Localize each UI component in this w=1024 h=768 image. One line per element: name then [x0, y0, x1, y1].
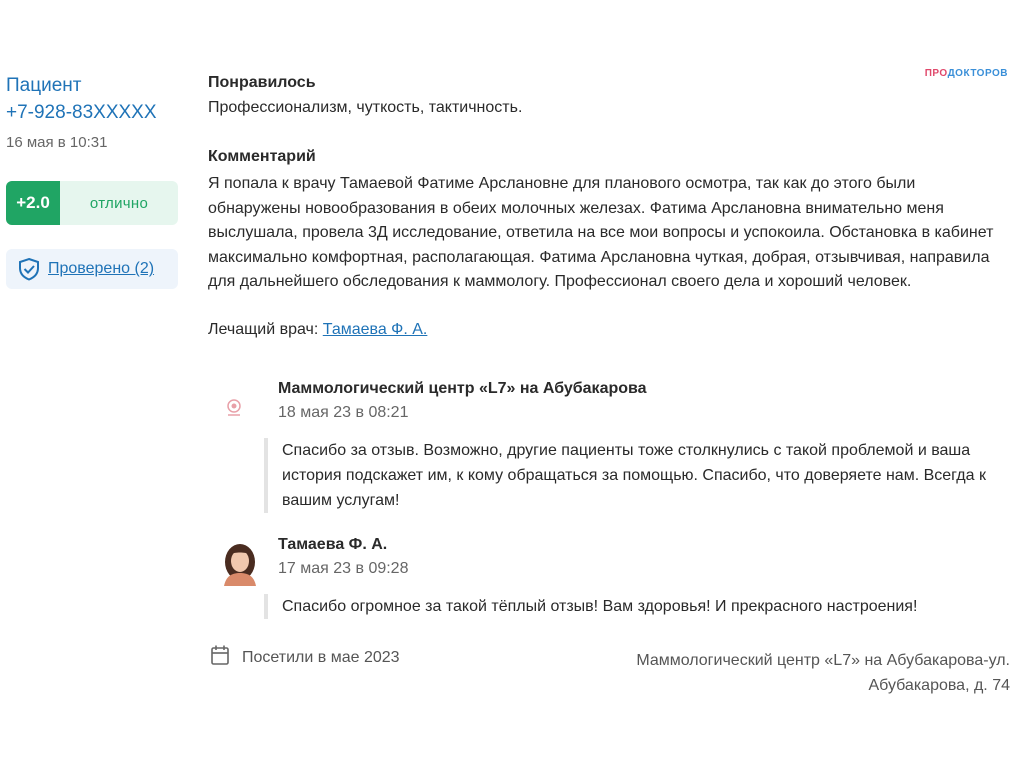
comment-title: Комментарий [208, 148, 316, 165]
rating-score: +2.0 [6, 181, 60, 225]
reply-date: 18 мая 23 в 08:21 [278, 404, 409, 421]
review-content [208, 72, 1008, 339]
clinic-address-line1: Маммологический центр «L7» на Абубакарова-ул. [636, 652, 1010, 669]
reply-author: Тамаева Ф. А. [278, 536, 388, 553]
clinic-logo-icon [220, 384, 264, 428]
liked-section [208, 72, 1008, 120]
treating-doctor [208, 321, 1008, 339]
clinic-reply [220, 378, 1008, 513]
comment-text: Я попала к врачу Тамаевой Фатиме Арслановне для планового осмотра, так как до этого были обнаружены новообразования в обеих молочных железах. Фатима Арслановна внимательно меня выслушала, провела 3Д исследование, ответила на все мои вопросы и успокоила. Обстановка в кабинет максимально комфортная, располагающая. Фатима Арслановна чуткая, добрая, отзывчивая, направила для дальнейшего обследования к маммологу. Профессионал своего дела и хороший человек. [208, 175, 994, 290]
verified-badge[interactable] [6, 249, 178, 289]
clinic-address-line2: Абубакарова, д. 74 [868, 677, 1010, 694]
liked-text: Профессионализм, чуткость, тактичность. [208, 99, 523, 116]
treating-doctor-label: Лечащий врач: [208, 320, 319, 338]
shield-check-icon [18, 257, 40, 281]
review-date: 16 мая в 10:31 [6, 134, 108, 151]
visited-text: Посетили в мае 2023 [242, 648, 400, 666]
patient-panel [6, 72, 186, 289]
reply-text: Спасибо огромное за такой тёплый отзыв! Вам здоровья! И прекрасного настроения! [264, 594, 1010, 619]
reply-text: Спасибо за отзыв. Возможно, другие пациенты тоже столкнулись с такой проблемой и ваша история подскажет им, к кому обращаться за помощью. Спасибо, что доверяете нам. Всегда к вашим услугам! [264, 438, 1010, 513]
reply-date: 17 мая 23 в 09:28 [278, 560, 409, 577]
comment-section [208, 146, 1008, 295]
rating-label: отлично [89, 194, 149, 212]
patient-phone: +7-928-83XXXXX [6, 102, 157, 123]
clinic-address [570, 648, 1010, 698]
treating-doctor-link[interactable]: Тамаева Ф. А. [322, 320, 428, 338]
brand-logo-part1: ПРО [924, 68, 948, 79]
calendar-icon [210, 644, 230, 671]
doctor-avatar [220, 540, 264, 584]
review-footer [210, 644, 1010, 694]
patient-name: Пациент [6, 75, 82, 96]
rating-badge [6, 181, 178, 225]
verified-link[interactable]: Проверено (2) [48, 260, 155, 277]
liked-title: Понравилось [208, 74, 316, 91]
brand-logo-part2: ДОКТОРОВ [947, 68, 1008, 79]
doctor-reply [220, 534, 1008, 619]
reply-author: Маммологический центр «L7» на Абубакарова [278, 380, 647, 397]
